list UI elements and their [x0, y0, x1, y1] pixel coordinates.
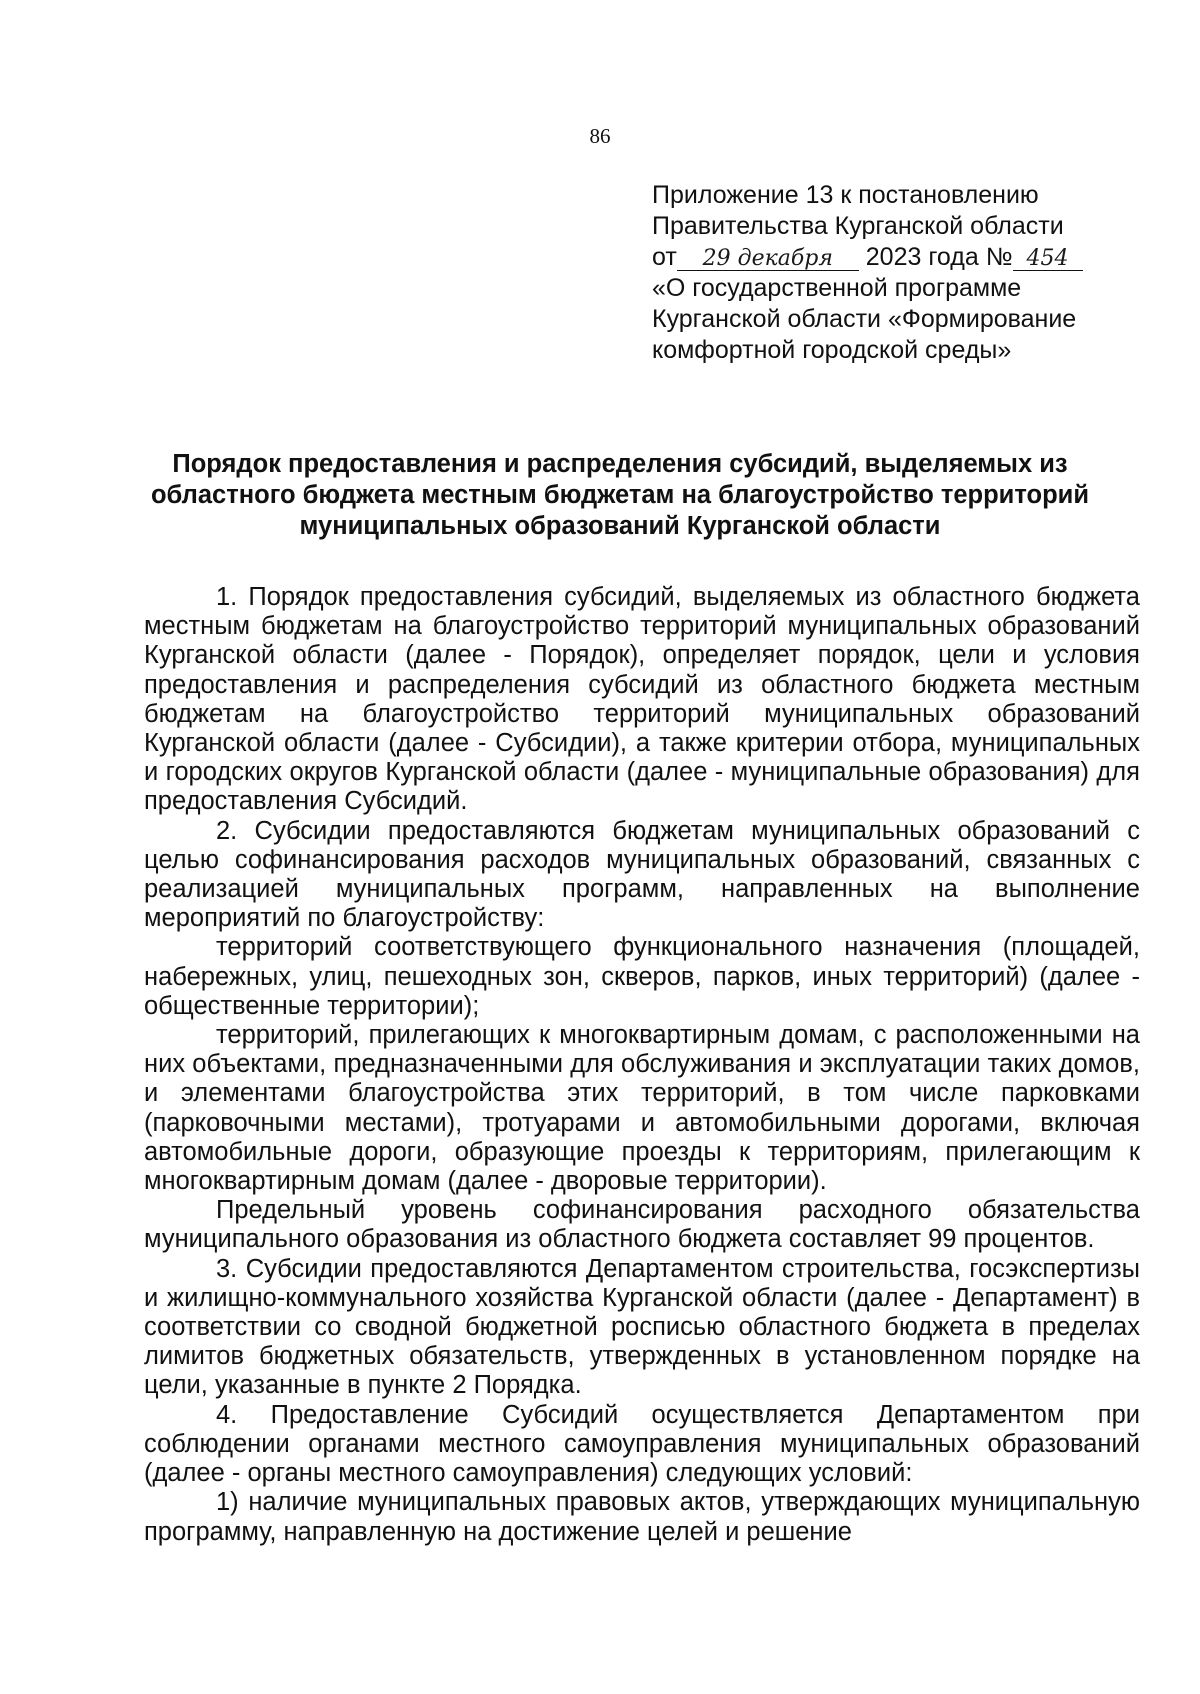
paragraph: территорий соответствующего функционального назначения (площадей, набережных, улиц, пешеходных зон, скверов, парков, иных территорий) (далее - общественные территории);	[144, 933, 1140, 1020]
page-number: 86	[589, 124, 611, 148]
paragraph: 3. Субсидии предоставляются Департаментом строительства, госэкспертизы и жилищно-коммунального хозяйства Курганской области (далее - Департамент) в соответствии со сводной бюджетной росписью областного бюджета в пределах лимитов бюджетных обязательств, утвержденных в установленном порядке на цели, указанные в пункте 2 Порядка.	[144, 1254, 1140, 1400]
paragraph: 4. Предоставление Субсидий осуществляется Департаментом при соблюдении органами местного самоуправления муниципальных образований (далее - органы местного самоуправления) следующих условий:	[144, 1400, 1140, 1488]
handwritten-date: 29 декабря	[677, 248, 859, 271]
appendix-header	[652, 180, 1152, 366]
paragraph: Предельный уровень софинансирования расходного обязательства муниципального образования из областного бюджета составляет 99 процентов.	[144, 1196, 1140, 1254]
date-year: 2023 года №	[865, 243, 1013, 271]
paragraph: территорий, прилегающих к многоквартирным домам, с расположенными на них объектами, предназначенными для обслуживания и эксплуатации таких домов, и элементами благоустройства этих территорий, в том числе парковками (парковочными местами), тротуарами и автомобильными дорогами, включая автомобильные дороги, образующие проезды к территориям, прилегающим к многоквартирным домам (далее - дворовые территории).	[144, 1021, 1140, 1196]
appendix-date-line	[652, 242, 1152, 273]
appendix-line-6: комфортной городской среды»	[652, 336, 1012, 364]
handwritten-number: 454	[1013, 248, 1083, 271]
appendix-line-5: Курганской области «Формирование	[652, 305, 1077, 333]
appendix-line-1: Приложение 13 к постановлению	[652, 181, 1039, 209]
document-body	[144, 583, 1140, 1547]
appendix-line-2: Правительства Курганской области	[652, 212, 1064, 240]
paragraph: 2. Субсидии предоставляются бюджетам муниципальных образований с целью софинансирования расходов муниципальных образований, связанных с реализацией муниципальных программ, направленных на выполнение мероприятий по благоустройству:	[144, 816, 1140, 933]
paragraph: 1) наличие муниципальных правовых актов, утверждающих муниципальную программу, направленную на достижение целей и решение	[144, 1488, 1140, 1546]
document-title: Порядок предоставления и распределения субсидий, выделяемых из областного бюджета местным бюджетам на благоустройство территорий муниципальных образований Курганской области	[150, 450, 1090, 540]
appendix-line-4: «О государственной программе	[652, 274, 1022, 302]
paragraph: 1. Порядок предоставления субсидий, выделяемых из областного бюджета местным бюджетам на благоустройство территорий муниципальных образований Курганской области (далее - Порядок), определяет порядок, цели и условия предоставления и распределения субсидий из областного бюджета местным бюджетам на благоустройство территорий муниципальных образований Курганской области (далее - Субсидии), а также критерии отбора, муниципальных и городских округов Курганской области (далее - муниципальные образования) для предоставления Субсидий.	[144, 583, 1140, 816]
date-prefix: от	[652, 243, 677, 271]
